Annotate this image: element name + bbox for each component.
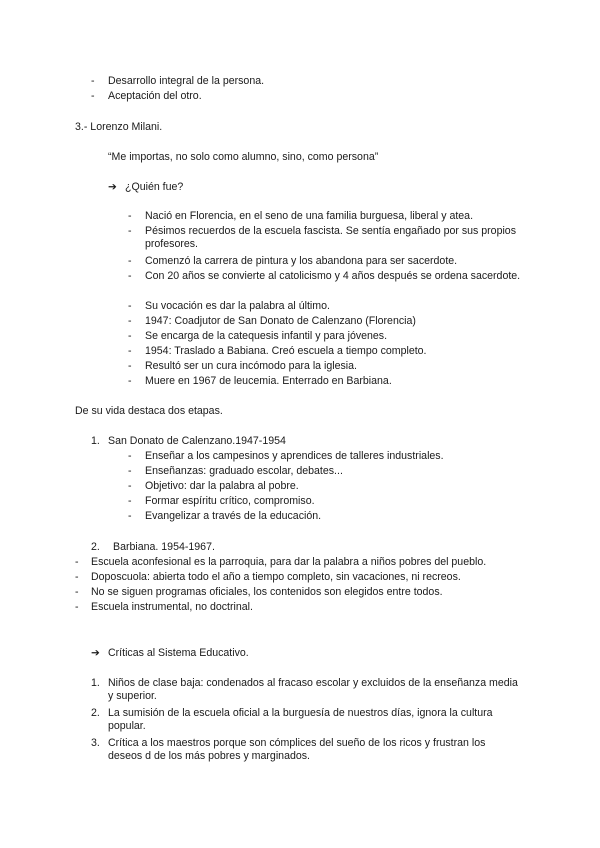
critic-item: Crítica a los maestros porque son cómplices del sueño de los ricos y frustran los deseos d de los más pobres y marginados. (108, 737, 486, 762)
stage-item: Doposcuola: abierta todo el año a tiempo completo, sin vacaciones, ni recreos. (91, 571, 461, 583)
list-item: Aceptación del otro. (108, 90, 202, 102)
bio-item: Nació en Florencia, en el seno de una familia burguesa, liberal y atea. (145, 210, 474, 222)
quote: “Me importas, no solo como alumno, sino, como persona” (108, 151, 379, 163)
section-heading: 3.- Lorenzo Milani. (75, 121, 163, 133)
list-marker: - (75, 586, 79, 598)
list-marker: - (128, 480, 132, 492)
stage-item: Enseñanzas: graduado escolar, debates... (145, 465, 343, 477)
bio-item: Se encarga de la catequesis infantil y para jóvenes. (145, 330, 388, 342)
critic-number: 1. (91, 677, 100, 689)
bio-item: Comenzó la carrera de pintura y los abandona para ser sacerdote. (145, 255, 458, 267)
list-marker: - (128, 210, 132, 222)
list-marker: - (91, 75, 95, 87)
list-marker: - (128, 255, 132, 267)
stage-title: San Donato de Calenzano.1947-1954 (108, 435, 286, 447)
list-marker: - (128, 345, 132, 357)
stage-number: 1. (91, 435, 100, 447)
bio-item: Su vocación es dar la palabra al último. (145, 300, 330, 312)
list-marker: - (91, 90, 95, 102)
list-marker: - (128, 510, 132, 522)
critic-number: 3. (91, 737, 100, 749)
critics-heading: Críticas al Sistema Educativo. (108, 647, 249, 659)
stage-title: Barbiana. 1954-1967. (113, 541, 215, 553)
list-marker: - (128, 465, 132, 477)
who-heading: ¿Quién fue? (125, 181, 184, 193)
list-marker: - (128, 300, 132, 312)
critic-item: La sumisión de la escuela oficial a la burguesía de nuestros días, ignora la cultura popular. (108, 707, 493, 732)
list-marker: - (128, 360, 132, 372)
stage-item: Escuela instrumental, no doctrinal. (91, 601, 253, 613)
critic-number: 2. (91, 707, 100, 719)
list-marker: - (128, 495, 132, 507)
bio-item: 1947: Coadjutor de San Donato de Calenzano (Florencia) (145, 315, 416, 327)
list-marker: - (128, 270, 132, 282)
bio-item: Pésimos recuerdos de la escuela fascista. Se sentía engañado por sus propios profesores. (145, 225, 516, 250)
list-item: Desarrollo integral de la persona. (108, 75, 265, 87)
stage-item: Formar espíritu crítico, compromiso. (145, 495, 315, 507)
list-marker: - (128, 225, 132, 237)
bio-item: 1954: Traslado a Babiana. Creó escuela a tiempo completo. (145, 345, 427, 357)
critic-item: Niños de clase baja: condenados al fracaso escolar y excluidos de la enseñanza media y superior. (108, 677, 518, 702)
bio-item: Muere en 1967 de leucemia. Enterrado en Barbiana. (145, 375, 392, 387)
list-marker: - (75, 601, 79, 613)
list-marker: - (75, 556, 79, 568)
list-marker: - (128, 315, 132, 327)
stage-item: Escuela aconfesional es la parroquia, para dar la palabra a niños pobres del pueblo. (91, 556, 487, 568)
bio-item: Resultó ser un cura incómodo para la iglesia. (145, 360, 357, 372)
arrow-icon: ➔ (108, 181, 117, 193)
stages-intro: De su vida destaca dos etapas. (75, 405, 223, 417)
list-marker: - (128, 375, 132, 387)
arrow-icon: ➔ (91, 647, 100, 659)
stage-item: Objetivo: dar la palabra al pobre. (145, 480, 299, 492)
list-marker: - (128, 450, 132, 462)
list-marker: - (75, 571, 79, 583)
stage-item: No se siguen programas oficiales, los contenidos son elegidos entre todos. (91, 586, 443, 598)
bio-item: Con 20 años se convierte al catolicismo y 4 años después se ordena sacerdote. (145, 270, 521, 282)
stage-number: 2. (91, 541, 100, 553)
stage-item: Evangelizar a través de la educación. (145, 510, 322, 522)
stage-item: Enseñar a los campesinos y aprendices de talleres industriales. (145, 450, 444, 462)
list-marker: - (128, 330, 132, 342)
